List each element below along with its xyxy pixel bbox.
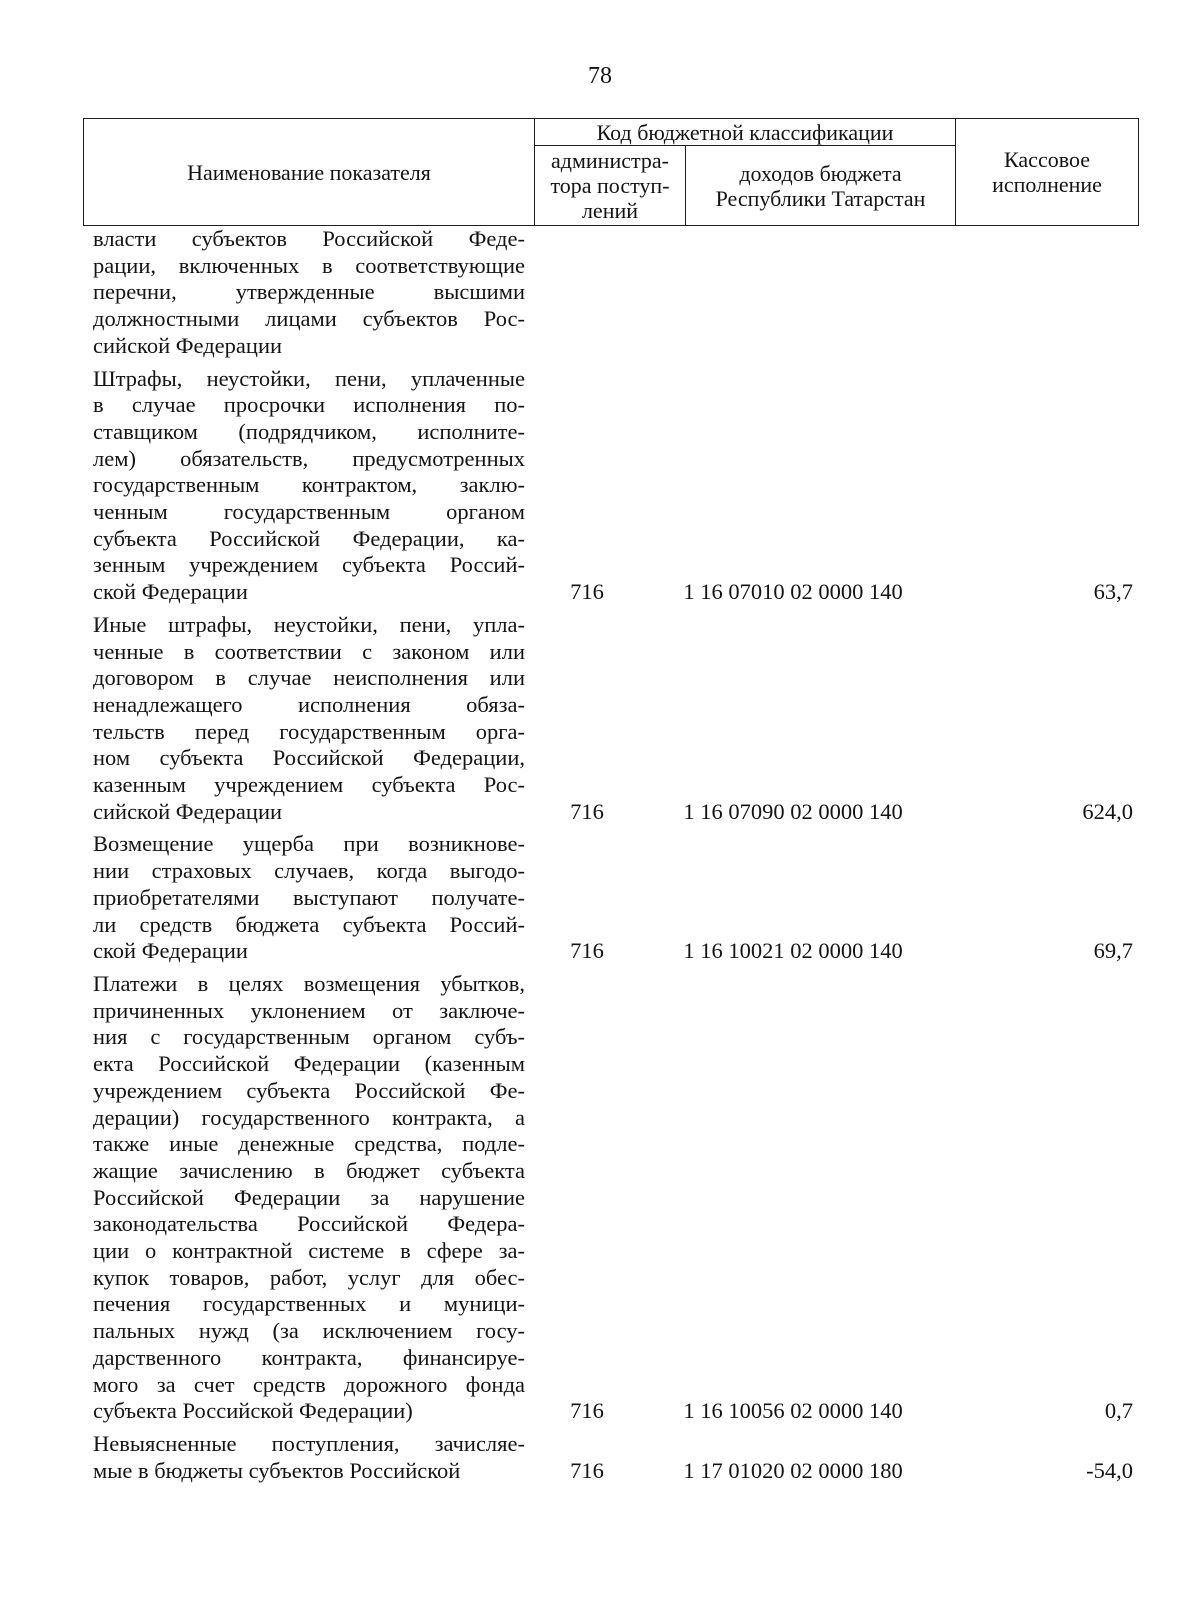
admin-code: 716 — [570, 1398, 604, 1424]
indicator-name-line: Возмещение ущерба при возникнове- — [93, 831, 525, 857]
admin-code: 716 — [570, 798, 604, 824]
indicator-name-line: рации, включенных в соответствующие — [93, 252, 525, 278]
indicator-name-line: мые в бюджеты субъектов Российской — [93, 1457, 461, 1483]
indicator-name-line: казенным учреждением субъекта Рос- — [93, 772, 525, 798]
indicator-name-line: перечни, утвержденные высшими — [93, 279, 525, 305]
indicator-name-line: ции о контрактной системе в сфере за- — [93, 1238, 525, 1264]
indicator-name-line: в случае просрочки исполнения по- — [93, 392, 525, 418]
indicator-name-line: сийской Федерации — [93, 332, 283, 358]
indicator-name-line: ненадлежащего исполнения обяза- — [93, 691, 525, 717]
indicator-name-line: купок товаров, работ, услуг для обес- — [93, 1264, 525, 1290]
table-row — [93, 366, 1138, 606]
cash-execution: 63,7 — [1093, 579, 1133, 605]
admin-code: 716 — [570, 579, 604, 605]
indicator-name-line: зенным учреждением субъекта Россий- — [93, 552, 525, 578]
indicator-name-line: екта Российской Федерации (казенным — [93, 1051, 525, 1077]
cash-execution: 624,0 — [1082, 798, 1133, 824]
indicator-name-line: Российской Федерации за нарушение — [93, 1184, 525, 1210]
indicator-name — [93, 366, 525, 606]
indicator-name — [93, 971, 525, 1425]
indicator-name-line: власти субъектов Российской Феде- — [93, 226, 525, 251]
table-row — [93, 226, 1138, 360]
indicator-name-line: субъекта Российской Федерации, ка- — [93, 525, 525, 551]
indicator-name — [93, 831, 525, 965]
indicator-name-line: сийской Федерации — [93, 798, 283, 824]
indicator-name — [93, 612, 525, 826]
indicator-name-line: печения государственных и муници- — [93, 1291, 525, 1317]
indicator-name-line: должностными лицами субъектов Рос- — [93, 306, 525, 332]
cash-execution: 69,7 — [1093, 938, 1133, 964]
indicator-name-line: Платежи в целях возмещения убытков, — [93, 970, 525, 996]
admin-code: 716 — [570, 938, 604, 964]
indicator-name-line: Иные штрафы, неустойки, пени, упла- — [93, 611, 525, 637]
header-code: доходов бюджета Республики Татарстан — [686, 146, 956, 226]
indicator-name-line: ской Федерации — [93, 938, 248, 964]
indicator-name — [93, 1431, 525, 1484]
income-code: 1 16 10056 02 0000 140 — [683, 1398, 903, 1424]
indicator-name-line: ской Федерации — [93, 579, 248, 605]
indicator-name-line: ченные в соответствии с законом или — [93, 638, 525, 664]
cash-execution: -54,0 — [1086, 1457, 1133, 1483]
indicator-name-line: ния с государственным органом субъ- — [93, 1024, 525, 1050]
indicator-name-line: причиненных уклонением от заключе- — [93, 997, 525, 1023]
income-code: 1 17 01020 02 0000 180 — [683, 1457, 903, 1483]
table-body — [93, 226, 1138, 1484]
page-number: 78 — [588, 63, 612, 89]
indicator-name-line: лем) обязательств, предусмотренных — [93, 445, 525, 471]
indicator-name-line: мого за счет средств дорожного фонда — [93, 1371, 525, 1397]
income-code: 1 16 07010 02 0000 140 — [683, 579, 903, 605]
income-code: 1 16 10021 02 0000 140 — [683, 938, 903, 964]
indicator-name-line: дарственного контракта, финансируе- — [93, 1344, 525, 1370]
indicator-name-line: государственным контрактом, заклю- — [93, 472, 525, 498]
indicator-name-line: ном субъекта Российской Федерации, — [93, 745, 525, 771]
table-row — [93, 612, 1138, 826]
header-admin: администра- тора поступ- лений — [535, 146, 686, 226]
indicator-name-line: учреждением субъекта Российской Фе- — [93, 1077, 525, 1103]
indicator-name-line: Невыясненные поступления, зачисляе- — [93, 1430, 525, 1456]
table-header — [83, 118, 1139, 226]
indicator-name-line: также иные денежные средства, подле- — [93, 1131, 525, 1157]
table-row — [93, 971, 1138, 1425]
indicator-name-line: приобретателями выступают получате- — [93, 884, 525, 910]
table-row — [93, 1431, 1138, 1484]
indicator-name-line: договором в случае неисполнения или — [93, 665, 525, 691]
indicator-name — [93, 226, 525, 360]
cash-execution: 0,7 — [1104, 1398, 1133, 1424]
header-group: Код бюджетной классификации — [535, 119, 956, 146]
admin-code: 716 — [570, 1457, 604, 1483]
indicator-name-line: ченным государственным органом — [93, 499, 525, 525]
indicator-name-line: дерации) государственного контракта, а — [93, 1104, 525, 1130]
header-exec: Кассовое исполнение — [956, 119, 1139, 226]
indicator-name-line: ли средств бюджета субъекта Россий- — [93, 911, 525, 937]
table-row — [93, 831, 1138, 965]
indicator-name-line: пальных нужд (за исключением госу- — [93, 1318, 525, 1344]
income-code: 1 16 07090 02 0000 140 — [683, 798, 903, 824]
indicator-name-line: ставщиком (подрядчиком, исполните- — [93, 418, 525, 444]
indicator-name-line: Штрафы, неустойки, пени, уплаченные — [93, 365, 525, 391]
indicator-name-line: нии страховых случаев, когда выгодо- — [93, 858, 525, 884]
indicator-name-line: тельств перед государственным орга- — [93, 718, 525, 744]
header-name: Наименование показателя — [84, 119, 535, 226]
indicator-name-line: законодательства Российской Федера- — [93, 1211, 525, 1237]
indicator-name-line: жащие зачислению в бюджет субъекта — [93, 1157, 525, 1183]
indicator-name-line: субъекта Российской Федерации) — [93, 1398, 413, 1424]
